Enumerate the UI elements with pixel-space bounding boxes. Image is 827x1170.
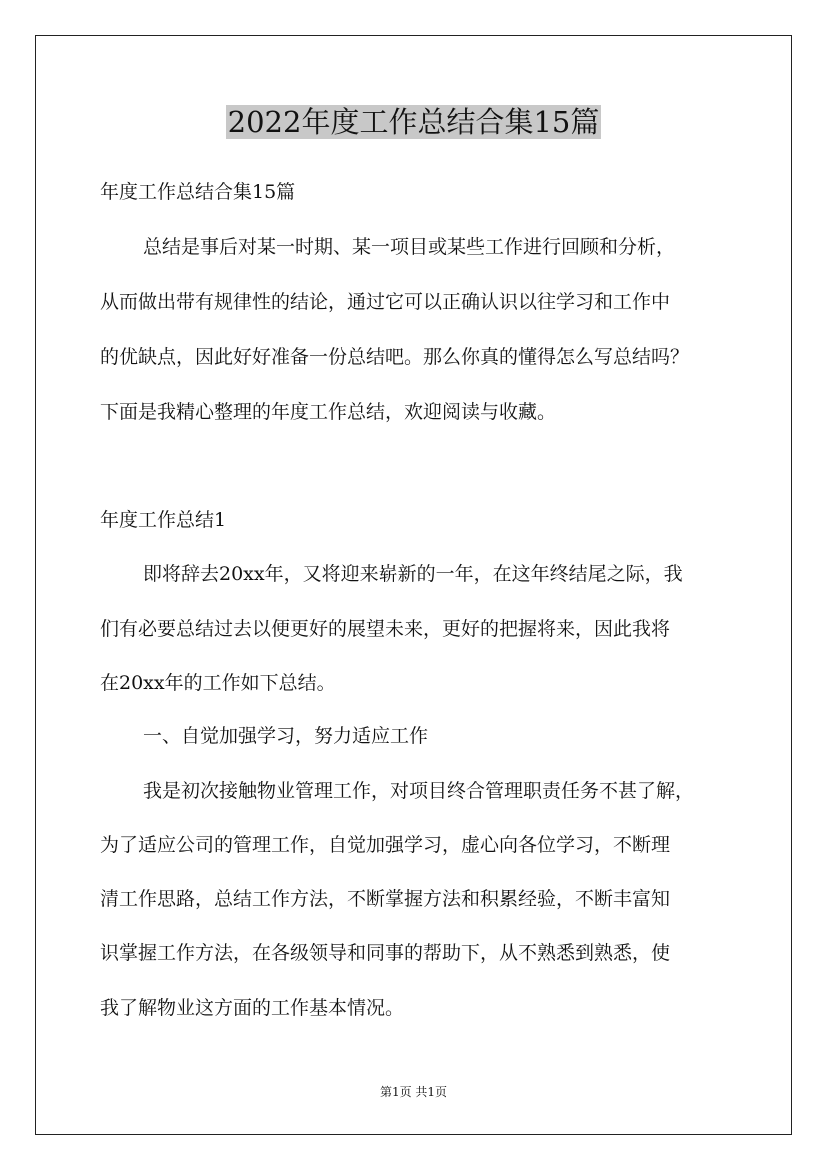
subsection-heading: 一、自觉加强学习，努力适应工作: [143, 725, 429, 747]
paragraph-line: 在20xx年的工作如下总结。: [100, 672, 336, 694]
paragraph-line: 下面是我精心整理的年度工作总结，欢迎阅读与收藏。: [100, 401, 557, 423]
paragraph-line: 的优缺点，因此好好准备一份总结吧。那么你真的懂得怎么写总结吗？: [100, 346, 690, 368]
document-title-text: 2022年度工作总结合集15篇: [227, 105, 600, 139]
paragraph-line: 我是初次接触物业管理工作，对项目终合管理职责任务不甚了解，: [143, 780, 695, 802]
paragraph-line: 即将辞去20xx年，又将迎来崭新的一年，在这年终结尾之际，我: [143, 563, 683, 585]
document-title: [0, 100, 827, 144]
paragraph-line: 们有必要总结过去以便更好的展望未来，更好的把握将来，因此我将: [100, 618, 671, 640]
paragraph-line: 清工作思路，总结工作方法，不断掌握方法和积累经验，不断丰富知: [100, 888, 671, 910]
subtitle-line: 年度工作总结合集15篇: [100, 181, 296, 203]
paragraph-line: 识掌握工作方法，在各级领导和同事的帮助下，从不熟悉到熟悉，使: [100, 942, 671, 964]
paragraph-line: 为了适应公司的管理工作，自觉加强学习，虚心向各位学习，不断理: [100, 834, 671, 856]
page-footer: 第1页 共1页: [379, 1085, 448, 1099]
paragraph-line: 我了解物业这方面的工作基本情况。: [100, 997, 405, 1019]
section-heading: 年度工作总结1: [100, 509, 227, 531]
paragraph-line: 从而做出带有规律性的结论，通过它可以正确认识以往学习和工作中: [100, 291, 671, 313]
paragraph-line: 总结是事后对某一时期、某一项目或某些工作进行回顾和分析，: [143, 236, 676, 258]
